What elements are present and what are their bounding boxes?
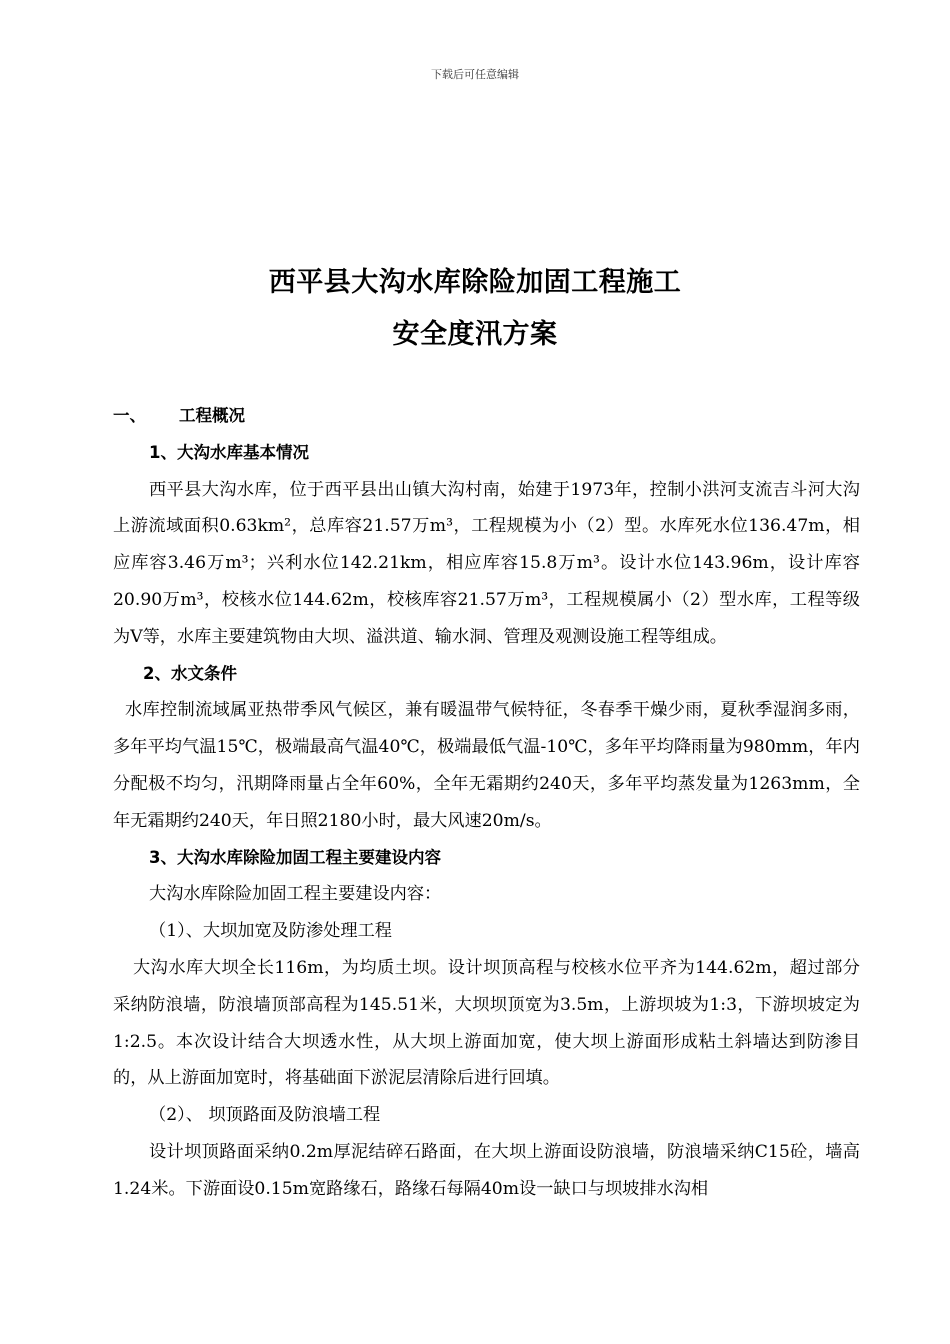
paragraph-construction-intro: 大沟水库除险加固工程主要建设内容： bbox=[149, 884, 442, 905]
document-title-line-2: 安全度汛方案 bbox=[392, 319, 558, 350]
subsection-heading-1: 1、大沟水库基本情况 bbox=[149, 442, 309, 462]
section-title: 工程概况 bbox=[179, 406, 245, 425]
item-heading-2: （2）、 坝顶路面及防浪墙工程 bbox=[149, 1105, 381, 1126]
header-note: 下载后可任意编辑 bbox=[431, 68, 519, 81]
item-heading-1: （1）、大坝加宽及防渗处理工程 bbox=[149, 921, 392, 942]
paragraph-hydrology: 水库控制流域属亚热带季风气候区，兼有暖温带气候特征，冬春季干燥少雨，夏秋季湿润多雨，多年平均气温15℃，极端最高气温40℃，极端最低气温-10℃，多年平均降雨量为980mm，年内分配极不均匀，汛期降雨量占全年60%，全年无霜期约240天，多年平均蒸发量为1263mm，全年无霜期约240天，年日照2180小时，最大风速20m/s。 bbox=[113, 700, 860, 831]
section-number: 一、 bbox=[113, 406, 146, 425]
paragraph-basic-info: 西平县大沟水库，位于西平县出山镇大沟村南，始建于1973年，控制小洪河支流吉斗河大沟上游流域面积0.63km²，总库容21.57万m³，工程规模为小（2）型。水库死水位136.47m，相应库容3.46万m³；兴利水位142.21km，相应库容15.8万m³。设计水位143.96m，设计库容20.90万m³，校核水位144.62m，校核库容21.57万m³，工程规模属小（2）型水库，工程等级为Ⅴ等，水库主要建筑物由大坝、溢洪道、输水洞、管理及观测设施工程等组成。 bbox=[113, 479, 860, 647]
section-heading bbox=[113, 398, 860, 435]
paragraph-dam-widening: 大沟水库大坝全长116m，为均质土坝。设计坝顶高程与校核水位平齐为144.62m，超过部分采纳防浪墙，防浪墙顶部高程为145.51米，大坝坝顶宽为3.5m，上游坝坡为1:3，下游坝坡定为1:2.5。本次设计结合大坝透水性，从大坝上游面加宽，使大坝上游面形成粘土斜墙达到防渗目的，从上游面加宽时，将基础面下淤泥层清除后进行回填。 bbox=[113, 957, 860, 1089]
paragraph-dam-crest-road: 设计坝顶路面采纳0.2m厚泥结碎石路面，在大坝上游面设防浪墙，防浪墙采纳C15砼，墙高1.24米。下游面设0.15m宽路缘石，路缘石每隔40m设一缺口与坝坡排水沟相 bbox=[113, 1141, 861, 1199]
subsection-heading-3: 3、大沟水库除险加固工程主要建设内容 bbox=[149, 847, 441, 867]
document-title-line-1: 西平县大沟水库除险加固工程施工 bbox=[268, 267, 682, 298]
subsection-heading-2: 2、水文条件 bbox=[143, 663, 237, 683]
document-body bbox=[113, 398, 860, 1208]
